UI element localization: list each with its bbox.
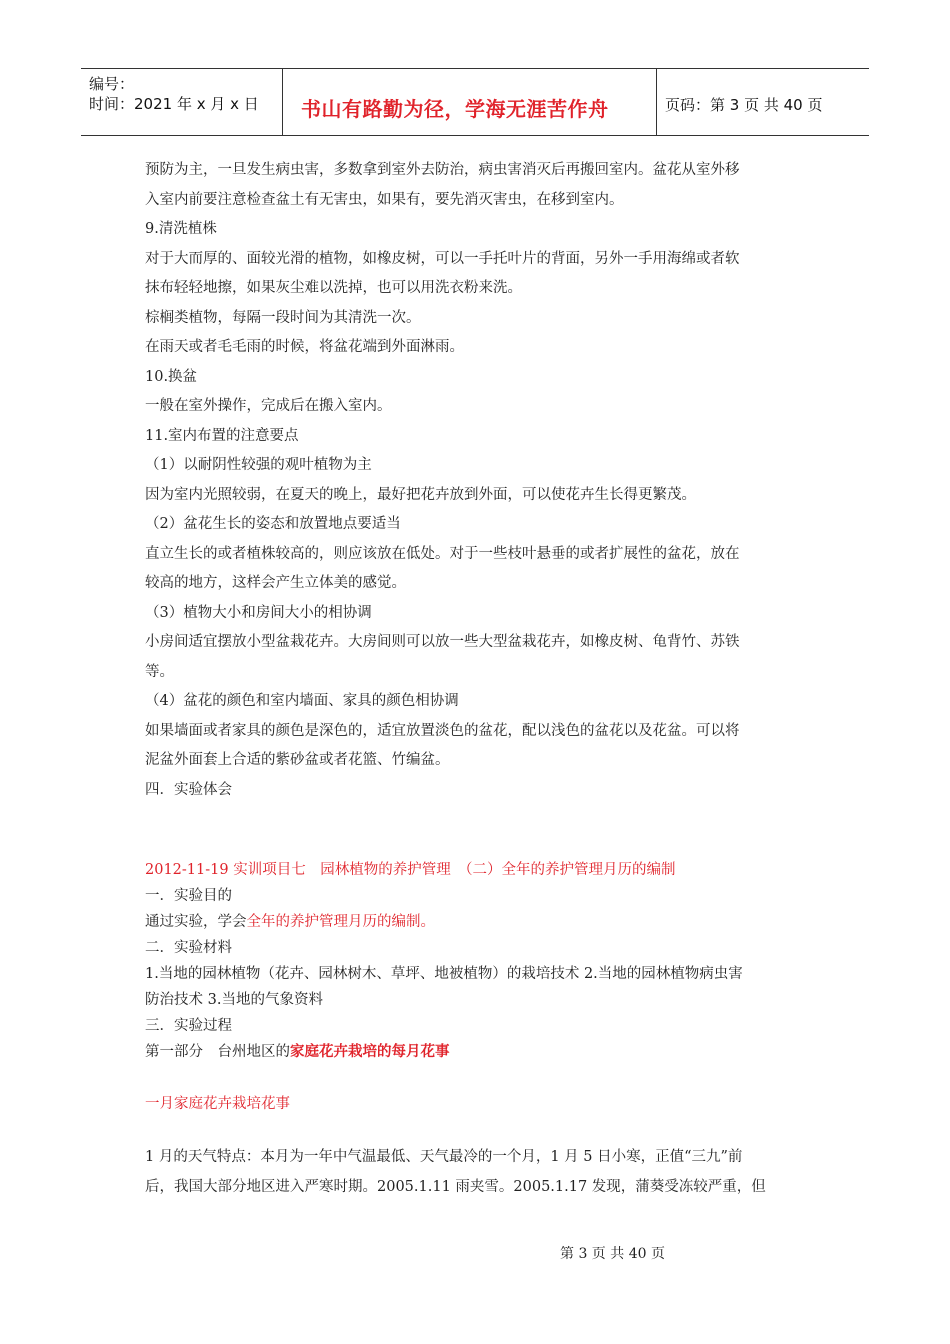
paragraph-line: 如果墙面或者家具的颜色是深色的，适宜放置淡色的盆花，配以浅色的盆花以及花盆。可以将	[145, 722, 740, 739]
section-heading: 三．实验过程	[145, 1018, 232, 1034]
paragraph-line	[145, 909, 810, 935]
spacer	[145, 1117, 810, 1143]
section-heading: 9.清洗植株	[145, 221, 217, 237]
subsection-heading: （3）植物大小和房间大小的相协调	[145, 604, 372, 621]
subsection-heading: （4）盆花的颜色和室内墙面、家具的颜色相协调	[145, 693, 459, 709]
paragraph-line: 直立生长的或者植株较高的，则应该放在低处。对于一些枝叶悬垂的或者扩展性的盆花，放在	[145, 545, 740, 562]
header-motto: 书山有路勤为径，学海无涯苦作舟	[301, 97, 609, 121]
subsection-heading: （1）以耐阴性较强的观叶植物为主	[145, 457, 372, 473]
text-run: 通过实验，学会	[145, 914, 247, 930]
paragraph-line: 预防为主，一旦发生病虫害，多数拿到室外去防治，病虫害消灭后再搬回室内。盆花从室外移	[145, 162, 740, 178]
section-heading: 10.换盆	[145, 368, 198, 385]
paragraph-line: 1.当地的园林植物（花卉、园林树木、草坪、地被植物）的栽培技术 2.当地的园林植物病虫害	[145, 966, 743, 982]
paragraph-line: 入室内前要注意检查盆土有无害虫，如果有，要先消灭害虫，在移到室内。	[145, 191, 624, 208]
paragraph-line: 在雨天或者毛毛雨的时候，将盆花端到外面淋雨。	[145, 339, 464, 355]
header-middle-cell	[283, 69, 657, 135]
paragraph-line: 泥盆外面套上合适的紫砂盆或者花篮、竹编盆。	[145, 752, 450, 768]
section-heading: 一．实验目的	[145, 888, 232, 904]
text-run: 第一部分 台州地区的	[145, 1044, 290, 1060]
section-heading: 11.室内布置的注意要点	[145, 427, 299, 444]
spacer	[145, 1065, 810, 1091]
paragraph-line	[145, 1039, 810, 1065]
section-heading: 二．实验材料	[145, 940, 232, 956]
month-heading: 一月家庭花卉栽培花事	[145, 1096, 290, 1112]
page-number-label: 页码：第 3 页 共 40 页	[665, 96, 823, 114]
spacer	[145, 805, 810, 857]
code-label: 编号：	[89, 75, 135, 93]
paragraph-line: 防治技术 3.当地的气象资料	[145, 992, 323, 1008]
document-body	[145, 156, 810, 1202]
paragraph-line: 较高的地方，这样会产生立体美的感觉。	[145, 575, 406, 591]
paragraph-line: 一般在室外操作，完成后在搬入室内。	[145, 398, 392, 414]
highlight-text: 家庭花卉栽培的每月花事	[290, 1043, 450, 1060]
page-footer: 第 3 页 共 40 页	[560, 1246, 665, 1262]
section-heading: 四．实验体会	[145, 781, 232, 798]
paragraph-line: 棕榈类植物，每隔一段时间为其清洗一次。	[145, 309, 421, 326]
header-right-cell	[657, 69, 869, 135]
paragraph-line: 对于大而厚的、面较光滑的植物，如橡皮树，可以一手托叶片的背面，另外一手用海绵或者软	[145, 250, 740, 267]
paragraph-line: 1 月的天气特点：本月为一年中气温最低、天气最冷的一个月，1 月 5 日小寒，正值“三九”前	[145, 1149, 743, 1165]
paragraph-line: 因为室内光照较弱，在夏天的晚上，最好把花卉放到外面，可以使花卉生长得更繁茂。	[145, 486, 696, 503]
paragraph-line: 后，我国大部分地区进入严寒时期。2005.1.11 雨夹雪。2005.1.17 发现，蒲葵受冻较严重，但	[145, 1178, 766, 1195]
subsection-heading: （2）盆花生长的姿态和放置地点要适当	[145, 516, 401, 532]
paragraph-line: 等。	[145, 663, 174, 680]
paragraph-line: 小房间适宜摆放小型盆栽花卉。大房间则可以放一些大型盆栽花卉，如橡皮树、龟背竹、苏铁	[145, 634, 740, 650]
header-left-cell	[81, 69, 283, 135]
page-header-table	[81, 68, 869, 136]
project-title: 2012-11-19 实训项目七 园林植物的养护管理 （二）全年的养护管理月历的编制	[145, 862, 676, 878]
time-label: 时间：2021 年 x 月 x 日	[89, 95, 259, 113]
paragraph-line: 抹布轻轻地擦，如果灰尘难以洗掉，也可以用洗衣粉来洗。	[145, 280, 522, 296]
highlight-text: 全年的养护管理月历的编制。	[246, 914, 435, 930]
